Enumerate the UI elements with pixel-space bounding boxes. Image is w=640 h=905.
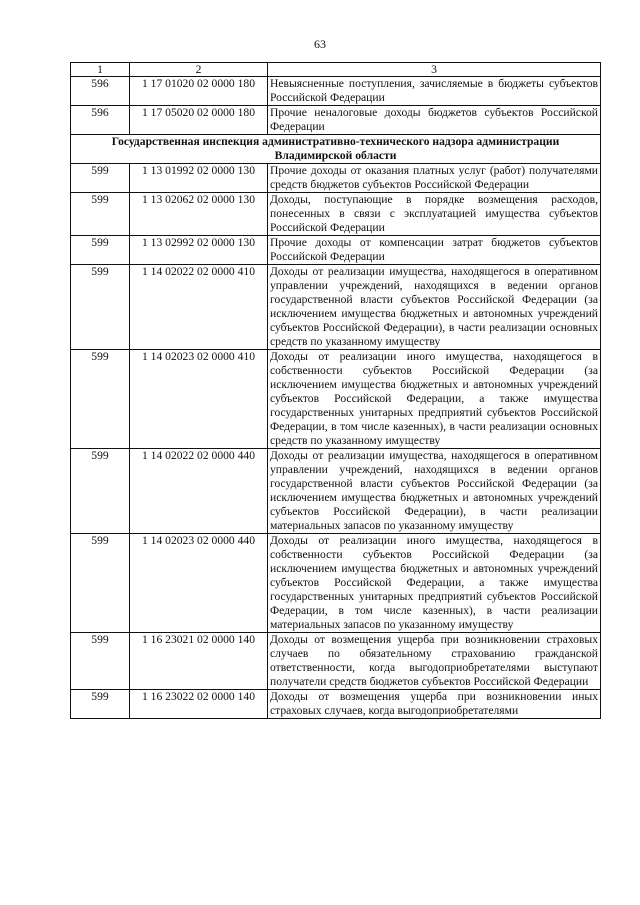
table-row [71, 534, 601, 633]
admin-code-cell: 599 [71, 690, 130, 719]
revenue-name-cell: Невыясненные поступления, зачисляемые в бюджеты субъектов Российской Федерации [268, 77, 601, 106]
column-header-code: 2 [130, 63, 268, 77]
table-row [71, 236, 601, 265]
admin-code-cell: 599 [71, 534, 130, 633]
admin-code-cell: 596 [71, 77, 130, 106]
table-body [71, 63, 601, 719]
table-row [71, 193, 601, 236]
admin-code-cell: 599 [71, 236, 130, 265]
admin-code-cell: 599 [71, 449, 130, 534]
revenue-name-cell: Доходы от реализации иного имущества, находящегося в собственности субъектов Российской Федерации (за исключением имущества бюджетных и автономных учреждений субъектов Российской Федерации, а также имущества государственных унитарных предприятий субъектов Российской Федерации, в том числе казенных), в части реализации основных средств по указанному имуществу [268, 350, 601, 449]
revenue-code-cell: 1 16 23022 02 0000 140 [130, 690, 268, 719]
table-row [71, 449, 601, 534]
revenue-codes-table [70, 62, 601, 719]
revenue-code-cell: 1 17 01020 02 0000 180 [130, 77, 268, 106]
table-row [71, 350, 601, 449]
revenue-name-cell: Доходы от реализации имущества, находящегося в оперативном управлении учреждений, находящихся в ведении органов государственной власти субъектов Российской Федерации (за исключением имущества бюджетных и автономных учреждений субъектов Российской Федерации), в части реализации материальных запасов по указанному имуществу [268, 449, 601, 534]
revenue-name-cell: Доходы от возмещения ущерба при возникновении иных страховых случаев, когда выгодоприобретателями [268, 690, 601, 719]
admin-code-cell: 599 [71, 164, 130, 193]
revenue-name-cell: Прочие доходы от компенсации затрат бюджетов субъектов Российской Федерации [268, 236, 601, 265]
admin-code-cell: 599 [71, 193, 130, 236]
column-header-admin: 1 [71, 63, 130, 77]
revenue-code-cell: 1 14 02023 02 0000 440 [130, 534, 268, 633]
admin-code-cell: 599 [71, 265, 130, 350]
revenue-code-cell: 1 17 05020 02 0000 180 [130, 106, 268, 135]
admin-code-cell: 596 [71, 106, 130, 135]
revenue-code-cell: 1 16 23021 02 0000 140 [130, 633, 268, 690]
revenue-code-cell: 1 14 02022 02 0000 440 [130, 449, 268, 534]
revenue-name-cell: Доходы, поступающие в порядке возмещения расходов, понесенных в связи с эксплуатацией имущества субъектов Российской Федерации [268, 193, 601, 236]
table-row [71, 164, 601, 193]
table-row [71, 265, 601, 350]
column-header-name: 3 [268, 63, 601, 77]
admin-code-cell: 599 [71, 633, 130, 690]
revenue-name-cell: Доходы от реализации иного имущества, находящегося в собственности субъектов Российской Федерации (за исключением имущества бюджетных и автономных учреждений субъектов Российской Федерации, а также имущества государственных унитарных предприятий субъектов Российской Федерации, в том числе казенных), в части реализации материальных запасов по указанному имуществу [268, 534, 601, 633]
section-header-row [71, 135, 601, 164]
admin-code-cell: 599 [71, 350, 130, 449]
revenue-code-cell: 1 13 01992 02 0000 130 [130, 164, 268, 193]
revenue-name-cell: Прочие неналоговые доходы бюджетов субъектов Российской Федерации [268, 106, 601, 135]
table-row [71, 77, 601, 106]
table-row [71, 633, 601, 690]
table-row [71, 690, 601, 719]
page-number: 63 [314, 37, 326, 51]
table-row [71, 106, 601, 135]
revenue-name-cell: Доходы от реализации имущества, находящегося в оперативном управлении учреждений, находящихся в ведении органов государственной власти субъектов Российской Федерации (за исключением имущества бюджетных и автономных учреждений субъектов Российской Федерации), в части реализации основных средств по указанному имуществу [268, 265, 601, 350]
revenue-code-cell: 1 14 02023 02 0000 410 [130, 350, 268, 449]
revenue-name-cell: Доходы от возмещения ущерба при возникновении страховых случаев по обязательному страхованию гражданской ответственности, когда выгодоприобретателями выступают получатели средств бюджетов субъектов Российской Федерации [268, 633, 601, 690]
revenue-code-cell: 1 14 02022 02 0000 410 [130, 265, 268, 350]
table-header-row [71, 63, 601, 77]
section-title: Государственная инспекция административно-технического надзора администрации Владимирской области [71, 135, 601, 164]
revenue-name-cell: Прочие доходы от оказания платных услуг (работ) получателями средств бюджетов субъектов Российской Федерации [268, 164, 601, 193]
revenue-code-cell: 1 13 02062 02 0000 130 [130, 193, 268, 236]
revenue-code-cell: 1 13 02992 02 0000 130 [130, 236, 268, 265]
